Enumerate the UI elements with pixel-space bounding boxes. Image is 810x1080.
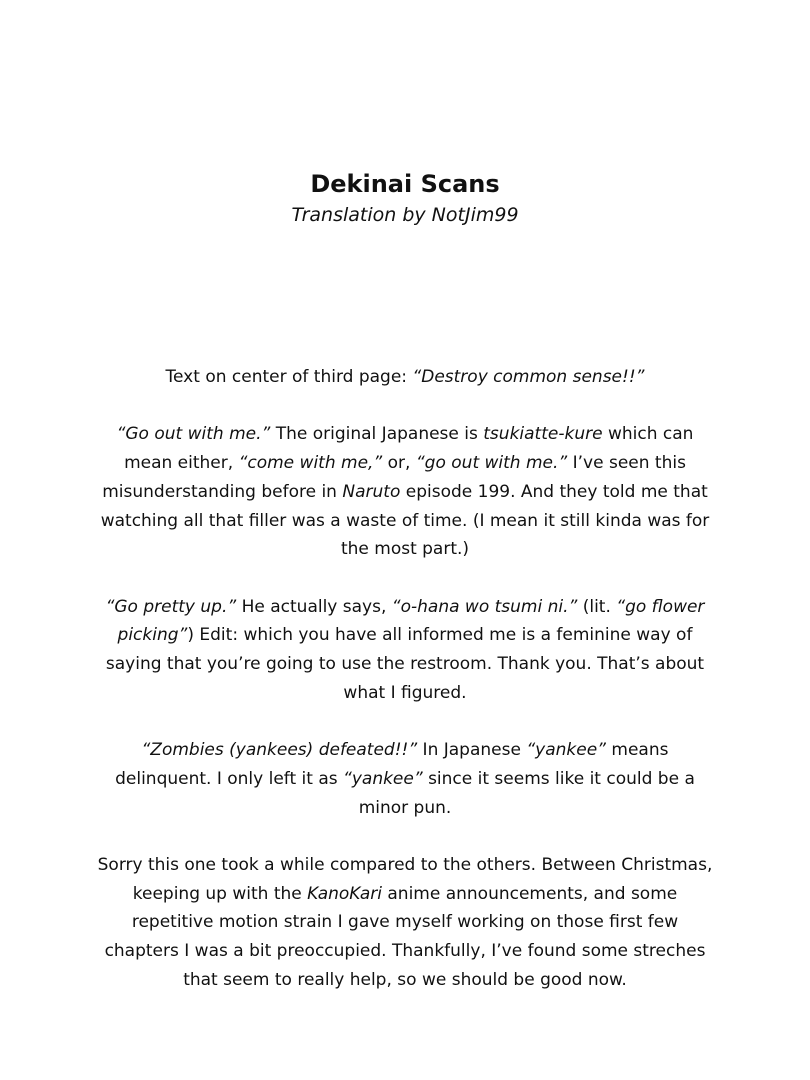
note-text: which can mean either,: [124, 424, 694, 474]
note-go-out-with-me: [95, 420, 715, 564]
note-text: means delinquent. I only left it as: [115, 740, 669, 789]
note-apology: [95, 851, 715, 995]
note-go-pretty-up: [95, 593, 715, 708]
note-text: In Japanese: [417, 740, 527, 761]
note-text: or,: [382, 453, 416, 474]
note-text: episode 199. And they told me that watching all that filler was a waste of time. (I mean it still kinda was for the most part.): [100, 481, 710, 560]
note-text: anime announcements, and some repetitive motion strain I gave myself working on those first few chapters I was a bit preoccupied. Thankfully, I’ve found some streches that seem to really help, so we should be good now.: [104, 883, 706, 990]
note-term: tsukiatte-kure: [483, 424, 603, 445]
note-quote: “o-hana wo tsumi ni.”: [391, 596, 578, 617]
note-text: The original Japanese is: [270, 424, 484, 445]
note-text: He actually says,: [236, 596, 392, 617]
note-text: ) Edit: which you have all informed me is a feminine way of saying that you’re going to use the restroom. Thank you. That’s about what I figured.: [105, 625, 705, 703]
translation-notes: [95, 363, 715, 994]
note-quote: “go out with me.”: [415, 453, 568, 474]
note-quote: “go flower picking”: [117, 596, 705, 646]
translator-credit: Translation by NotJim99: [291, 204, 519, 226]
note-title-ref: Naruto: [342, 481, 401, 502]
note-zombies: [95, 736, 715, 822]
note-quote: “Zombies (yankees) defeated!!”: [141, 740, 418, 761]
note-title-ref: KanoKari: [307, 883, 382, 904]
page-title: Dekinai Scans: [310, 170, 500, 198]
note-third-page: [95, 363, 715, 392]
note-text: since it seems like it could be a minor pun.: [358, 768, 695, 818]
page-header: [0, 168, 810, 230]
note-text: I’ve seen this misunderstanding before in: [102, 453, 686, 502]
note-text: (lit.: [577, 596, 617, 617]
note-quote: “Go out with me.”: [116, 424, 271, 445]
note-text: Text on center of third page:: [165, 367, 413, 387]
note-quote: “yankee”: [526, 740, 606, 761]
note-quote: “Go pretty up.”: [105, 596, 237, 617]
note-quote: “Destroy common sense!!”: [412, 367, 645, 387]
note-text: Sorry this one took a while compared to the others. Between Christmas, keeping up with the: [97, 854, 713, 904]
note-quote: “come with me,”: [238, 453, 383, 474]
note-quote: “yankee”: [343, 768, 423, 789]
